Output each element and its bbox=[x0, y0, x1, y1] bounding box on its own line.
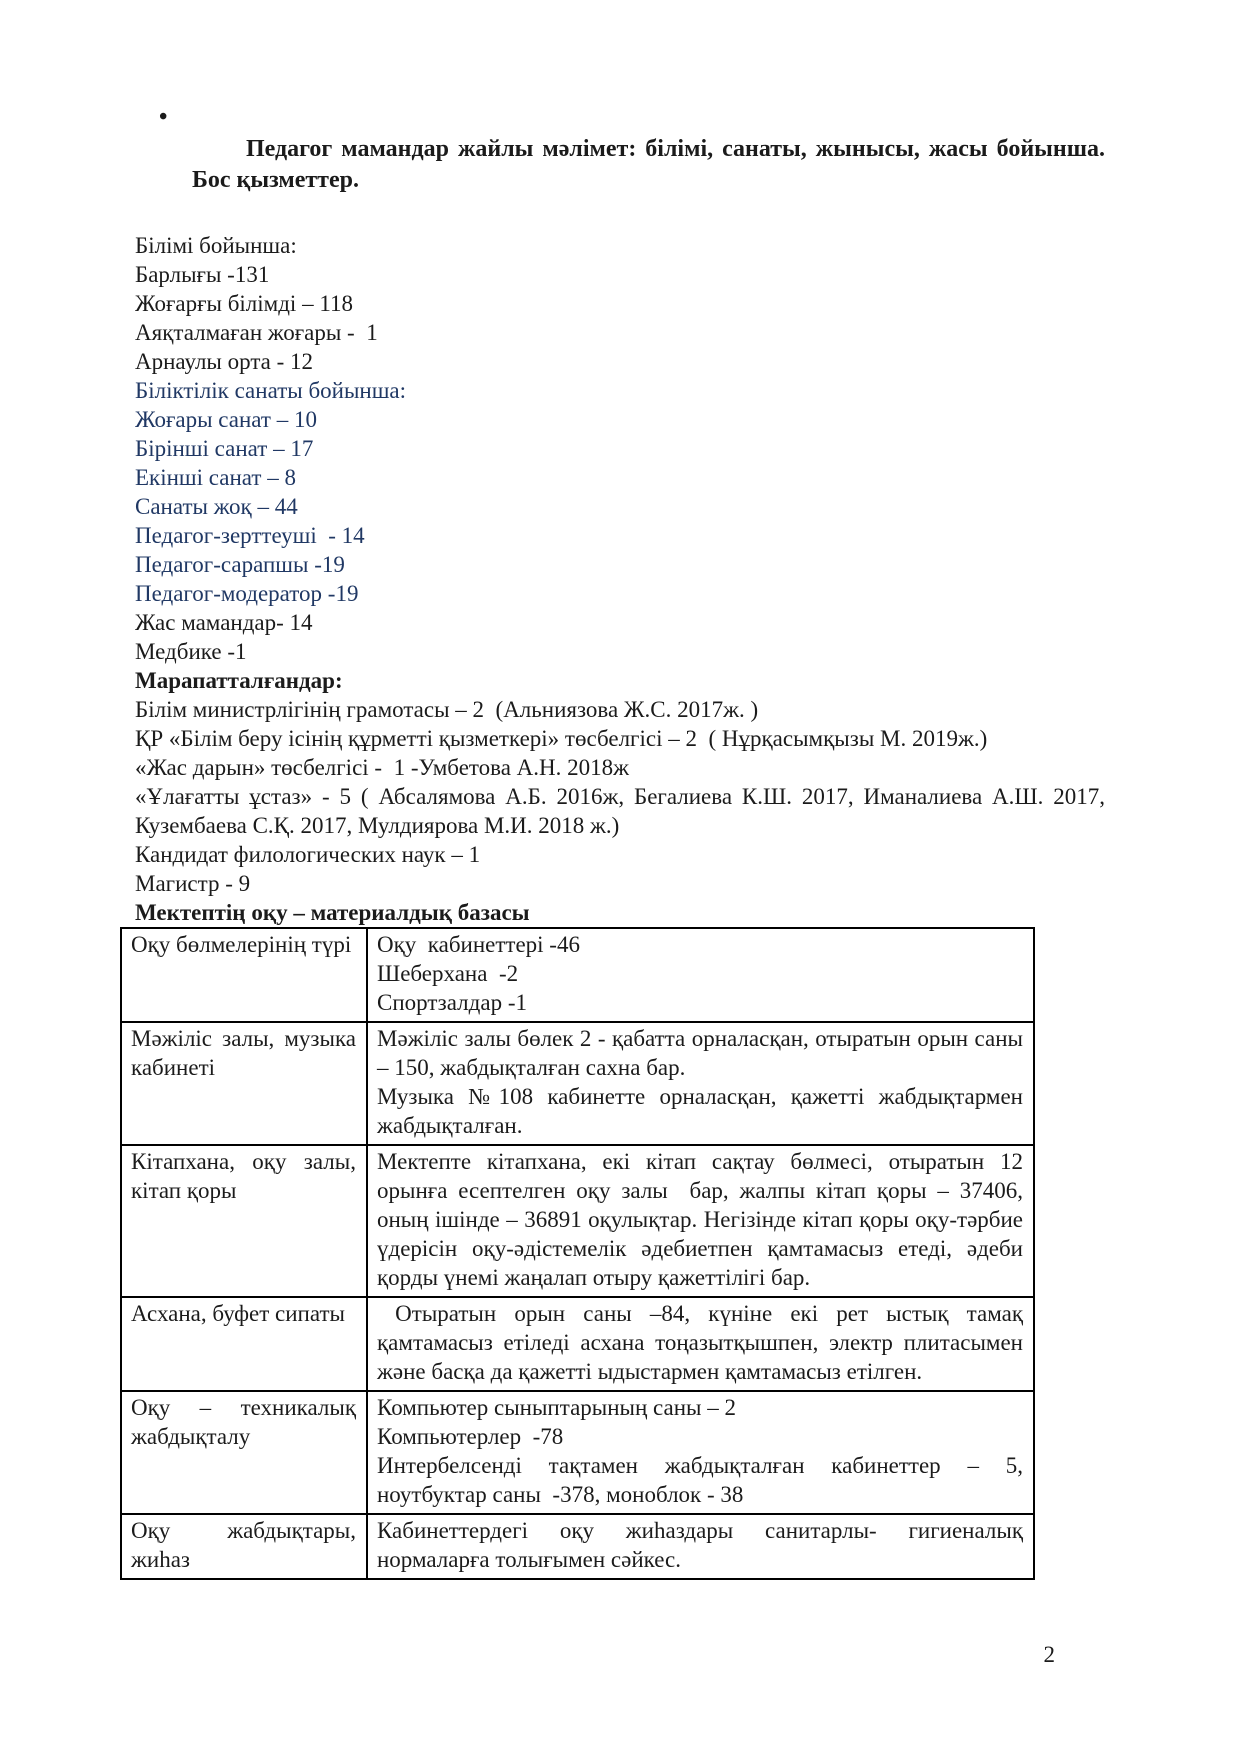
cell-paragraph: Мәжіліс залы бөлек 2 - қабатта орналасқан, отыратын орын саны – 150, жабдықталған сахна бар. bbox=[377, 1026, 1029, 1080]
cell-paragraph: Музыка №108 кабинетте орналасқан, қажетті жабдықтармен жабдықталған. bbox=[377, 1084, 1029, 1138]
text-line: «Жас дарын» төсбелгісі - 1 -Умбетова А.Н. 2018ж bbox=[135, 755, 630, 780]
text-line: Жоғары санат – 10 bbox=[135, 407, 317, 432]
table-row bbox=[121, 1514, 1034, 1579]
text-line: Кандидат филологических наук – 1 bbox=[135, 842, 481, 867]
row-label: Кітапхана, оқу залы, кітап қоры bbox=[131, 1149, 362, 1203]
text-line: Жоғарғы білімді – 118 bbox=[135, 291, 353, 316]
table-row bbox=[121, 1297, 1034, 1391]
row-label-cell bbox=[121, 1297, 367, 1391]
facilities-table bbox=[120, 927, 1035, 1580]
table-row bbox=[121, 1391, 1034, 1514]
row-label: Мәжіліс залы, музыка кабинеті bbox=[131, 1026, 362, 1080]
row-label-cell bbox=[121, 1514, 367, 1579]
cell-paragraph: Компьютер сыныптарының саны – 2 bbox=[377, 1395, 737, 1420]
cell-paragraph: Мектепте кітапхана, екі кітап сақтау бөлмесі, отыратын 12 орынға есептелген оқу залы бар, жалпы кітап қоры – 37406, оның ішінде – 36891 оқулықтар. Негізінде кітап қоры оқу-тәрбие үдерісін оқу-әдістемелік әдебиетпен қамтамасыз етеді, әдеби қорды үнемі жаңалап отыру қажеттілігі бар. bbox=[377, 1149, 1029, 1290]
page-number: 2 bbox=[1043, 1642, 1055, 1667]
cell-paragraph: Оқу кабинеттері -46 bbox=[377, 932, 580, 957]
text-line: ҚР «Білім беру ісінің құрметті қызметкері» төсбелгісі – 2 ( Нұрқасымқызы М. 2019ж.) bbox=[135, 726, 988, 751]
row-label: Оқу – техникалық жабдықталу bbox=[131, 1395, 362, 1449]
text-line: Санаты жоқ – 44 bbox=[135, 494, 298, 519]
text-line: Жас мамандар- 14 bbox=[135, 610, 313, 635]
text-line: Арнаулы орта - 12 bbox=[135, 349, 314, 374]
text-line: Педагог-модератор -19 bbox=[135, 581, 359, 606]
bullet-item bbox=[135, 103, 1117, 227]
row-value-cell bbox=[367, 1022, 1034, 1145]
document-content bbox=[131, 103, 1117, 1580]
text-line: Марапатталғандар: bbox=[135, 668, 343, 693]
row-label: Оқу жабдықтары, жиһаз bbox=[131, 1518, 362, 1572]
row-label-cell bbox=[121, 928, 367, 1022]
text-line: Аяқталмаған жоғары - 1 bbox=[135, 320, 378, 345]
table-row bbox=[121, 1022, 1034, 1145]
cell-paragraph: Шеберхана -2 bbox=[377, 961, 519, 986]
text-line: «Ұлағатты ұстаз» - 5 ( Абсалямова А.Б. 2016ж, Бегалиева К.Ш. 2017, Иманалиева А.Ш. 2017, Кузембаева С.Қ. 2017, Мулдиярова М.И. 2018 ж.) bbox=[135, 784, 1111, 838]
cell-paragraph: Спортзалдар -1 bbox=[377, 990, 527, 1015]
text-line: Медбике -1 bbox=[135, 639, 247, 664]
facilities-table-body bbox=[121, 928, 1034, 1579]
info-lines bbox=[135, 231, 1111, 927]
cell-paragraph: Кабинеттердегі оқу жиһаздары санитарлы- гигиеналық нормаларға толығымен сәйкес. bbox=[377, 1518, 1029, 1572]
row-value-cell bbox=[367, 1145, 1034, 1297]
text-line: Барлығы -131 bbox=[135, 262, 270, 287]
row-value-cell bbox=[367, 1297, 1034, 1391]
row-value-cell bbox=[367, 928, 1034, 1022]
row-value-cell bbox=[367, 1514, 1034, 1579]
row-label-cell bbox=[121, 1391, 367, 1514]
text-line: Білім министрлігінің грамотасы – 2 (Альниязова Ж.С. 2017ж. ) bbox=[135, 697, 759, 722]
cell-paragraph: Отыратын орын саны –84, күніне екі рет ыстық тамақ қамтамасыз етіледі асхана тоңазытқышпен, электр плитасымен және басқа да қажетті ыдыстармен қамтамасыз етілген. bbox=[377, 1301, 1029, 1384]
cell-paragraph: Компьютерлер -78 bbox=[377, 1424, 564, 1449]
text-line: Педагог-зерттеуші - 14 bbox=[135, 523, 365, 548]
text-line: Магистр - 9 bbox=[135, 871, 251, 896]
text-line: Екінші санат – 8 bbox=[135, 465, 296, 490]
cell-paragraph: Интербелсенді тақтамен жабдықталған кабинеттер – 5, ноутбуктар саны -378, моноблок - 38 bbox=[377, 1453, 1035, 1507]
bullet-icon: • bbox=[159, 104, 168, 130]
text-line: Бірінші санат – 17 bbox=[135, 436, 314, 461]
table-row bbox=[121, 1145, 1034, 1297]
row-label: Асхана, буфет сипаты bbox=[131, 1301, 345, 1326]
row-value-cell bbox=[367, 1391, 1034, 1514]
row-label-cell bbox=[121, 1022, 367, 1145]
text-line: Білімі бойынша: bbox=[135, 233, 297, 258]
text-line: Педагог-сарапшы -19 bbox=[135, 552, 345, 577]
text-line: Мектептің оқу – материалдық базасы bbox=[135, 900, 530, 925]
bullet-item-text: Педагог мамандар жайлы мәлімет: білімі, санаты, жынысы, жасы бойынша. Бос қызметтер. bbox=[192, 136, 1117, 193]
row-label: Оқу бөлмелерінің түрі bbox=[131, 932, 352, 957]
table-row bbox=[121, 928, 1034, 1022]
row-label-cell bbox=[121, 1145, 367, 1297]
text-line: Біліктілік санаты бойынша: bbox=[135, 378, 407, 403]
